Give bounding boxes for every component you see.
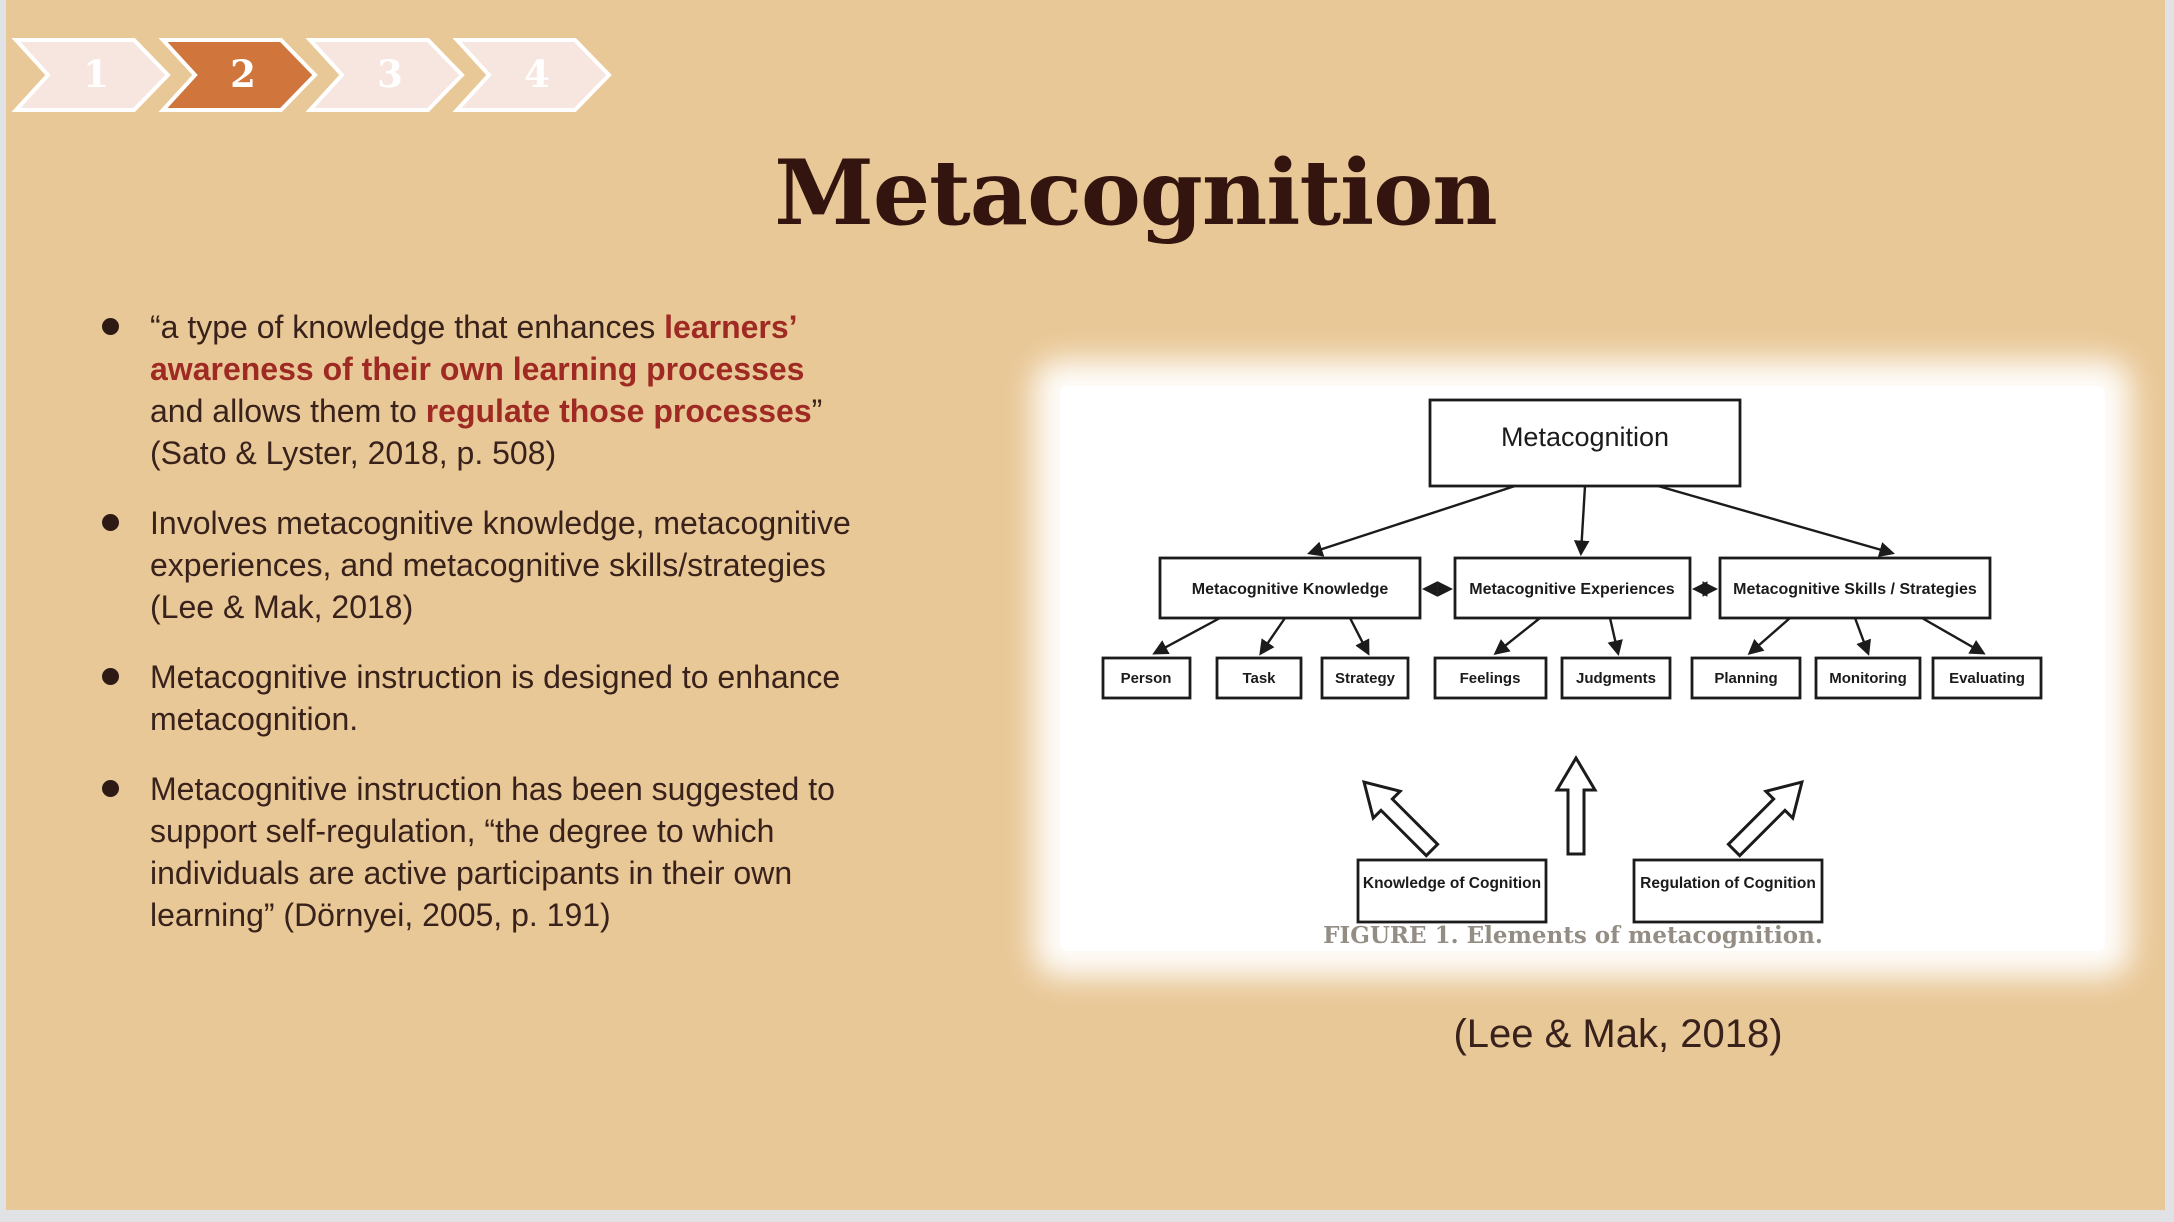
block-arrow-up bbox=[1557, 758, 1595, 854]
bullet-dot bbox=[102, 514, 119, 531]
step-4-label: 4 bbox=[524, 52, 550, 96]
node-label: Judgments bbox=[1575, 670, 1657, 687]
step-3[interactable] bbox=[310, 40, 462, 110]
figure-node-root-label: Metacognition bbox=[1500, 422, 1670, 452]
node-label: Metacognitive Experiences bbox=[1469, 581, 1675, 598]
figure-node-judgments bbox=[1562, 658, 1670, 698]
node-label: Monitoring bbox=[1829, 670, 1907, 687]
connector bbox=[1610, 618, 1618, 653]
bullet-dot bbox=[102, 318, 119, 335]
bullet-item bbox=[102, 768, 892, 936]
node-label: Feelings bbox=[1459, 670, 1521, 687]
figure-panel bbox=[1060, 386, 2105, 951]
bullet-list bbox=[102, 306, 892, 964]
node-label: Planning bbox=[1714, 670, 1778, 687]
connector bbox=[1581, 486, 1585, 553]
block-arrow-up-right bbox=[1721, 769, 1816, 864]
figure-node-metacognitive-experiences bbox=[1455, 558, 1690, 618]
step-1[interactable] bbox=[16, 40, 168, 110]
step-1-label: 1 bbox=[83, 52, 109, 96]
node-label: Evaluating bbox=[1949, 670, 2025, 687]
connector bbox=[1855, 618, 1868, 653]
figure-citation: (Lee & Mak, 2018) bbox=[1453, 1012, 1783, 1056]
figure-node-regulation-of-cognition bbox=[1634, 860, 1822, 922]
bullet-text: Metacognitive instruction is designed to enhance metacognition. bbox=[150, 659, 841, 737]
figure-node-strategy bbox=[1322, 658, 1408, 698]
bullet-dot bbox=[102, 668, 119, 685]
step-2[interactable] bbox=[163, 40, 315, 110]
step-3-label: 3 bbox=[377, 52, 403, 96]
connector bbox=[1310, 486, 1515, 553]
bullet-dot bbox=[102, 780, 119, 797]
figure-node-metacognitive-knowledge bbox=[1160, 558, 1420, 618]
node-label: Metacognitive Skills / Strategies bbox=[1733, 581, 1977, 598]
figure-node-metacognitive-skills-strategies bbox=[1720, 558, 1990, 618]
step-2-label: 2 bbox=[230, 52, 256, 96]
figure-node-planning bbox=[1692, 658, 1800, 698]
figure-caption: FIGURE 1. Elements of metacognition. bbox=[1323, 922, 1823, 949]
node-label: Strategy bbox=[1334, 670, 1396, 687]
bullet-text: Involves metacognitive knowledge, metacognitive experiences, and metacognitive skills/strategies (Lee & Mak, 2018) bbox=[150, 505, 851, 625]
progress-steps bbox=[8, 38, 658, 112]
connector bbox=[1922, 618, 1983, 653]
node-label: Knowledge of Cognition bbox=[1362, 875, 1542, 892]
bullet-item bbox=[102, 502, 892, 628]
slide-title: Metacognition bbox=[774, 140, 1497, 246]
figure-node-monitoring bbox=[1816, 658, 1920, 698]
metacognition-diagram bbox=[1060, 386, 2105, 951]
node-label: Regulation of Cognition bbox=[1640, 875, 1816, 892]
bullet-text: “a type of knowledge that enhances learners’ awareness of their own learning processes and allows them to regulate those processes” (Sato & Lyster, 2018, p. 508) bbox=[150, 309, 823, 471]
connector bbox=[1750, 618, 1790, 653]
connector bbox=[1155, 618, 1220, 653]
node-label: Task bbox=[1242, 670, 1276, 687]
figure-node-evaluating bbox=[1933, 658, 2041, 698]
connector bbox=[1658, 486, 1892, 553]
figure-node-task bbox=[1217, 658, 1301, 698]
connector bbox=[1496, 618, 1540, 653]
bullet-text: Metacognitive instruction has been suggested to support self-regulation, “the degree to which individuals are active participants in their own learning” (Dörnyei, 2005, p. 191) bbox=[150, 771, 835, 933]
node-label: Person bbox=[1120, 670, 1172, 687]
figure-node-feelings bbox=[1435, 658, 1546, 698]
figure-node-root bbox=[1430, 400, 1740, 486]
figure-node-knowledge-of-cognition bbox=[1358, 860, 1546, 922]
connector bbox=[1261, 618, 1285, 653]
slide-canvas bbox=[6, 0, 2165, 1210]
bullet-item bbox=[102, 656, 892, 740]
figure-node-person bbox=[1103, 658, 1190, 698]
connector bbox=[1350, 618, 1368, 653]
block-arrow-up-left bbox=[1351, 769, 1446, 864]
node-label: Metacognitive Knowledge bbox=[1191, 581, 1389, 598]
bullet-item bbox=[102, 306, 892, 474]
step-4[interactable] bbox=[457, 40, 609, 110]
